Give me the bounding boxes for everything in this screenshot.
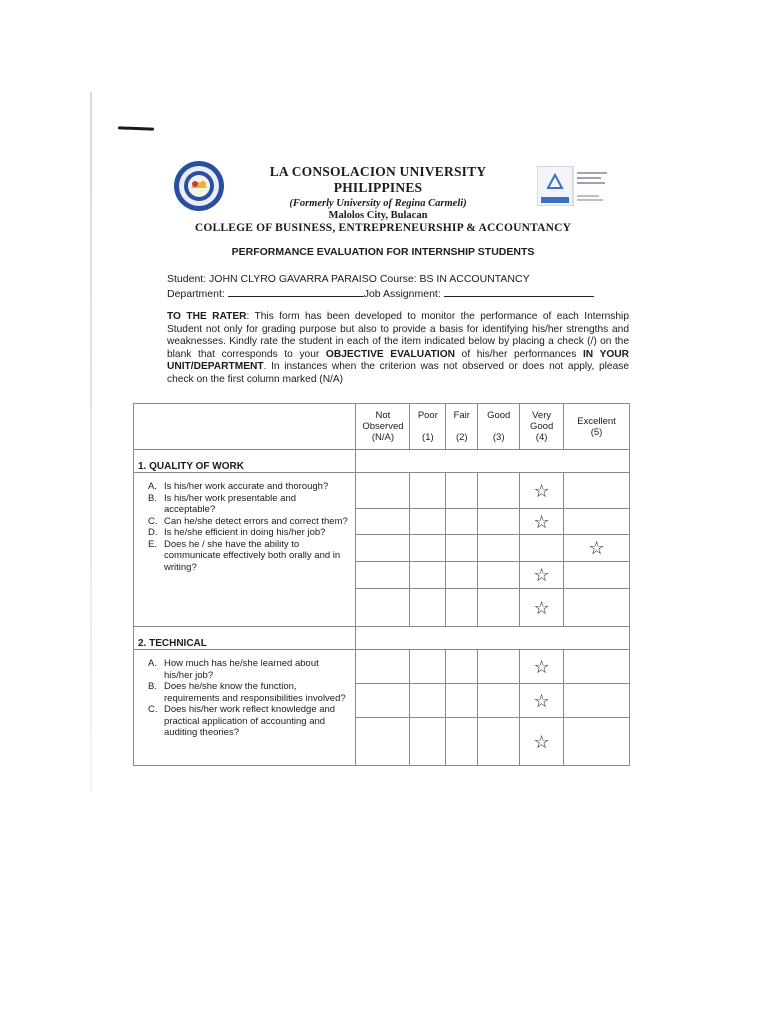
rating-cell[interactable] (478, 718, 520, 766)
rating-cell[interactable] (446, 650, 478, 684)
rating-cell[interactable] (446, 562, 478, 589)
rating-cell[interactable] (564, 509, 630, 535)
rating-cell[interactable] (478, 650, 520, 684)
question-item (140, 681, 349, 704)
col-header-fair: Fair (2) (446, 404, 478, 450)
section-header-row (134, 627, 630, 650)
rating-cell[interactable] (410, 650, 446, 684)
rating-cell[interactable] (564, 473, 630, 509)
course-label: Course: (379, 273, 417, 285)
rating-cell[interactable] (356, 535, 410, 562)
rating-cell[interactable] (478, 684, 520, 718)
document-page (133, 150, 633, 387)
rating-cell[interactable] (564, 718, 630, 766)
rating-cell[interactable] (410, 562, 446, 589)
rating-cell[interactable] (356, 562, 410, 589)
question-text: Is his/her work accurate and thorough? (164, 481, 329, 492)
rating-cell[interactable] (520, 684, 564, 718)
student-name: JOHN CLYRO GAVARRA PARAISO (209, 273, 377, 285)
question-letter: B. (148, 681, 157, 692)
rating-cell[interactable] (520, 509, 564, 535)
question-text: Is he/she efficient in doing his/her job? (164, 527, 326, 538)
job-assignment-field[interactable] (444, 286, 594, 297)
rating-cell[interactable] (410, 684, 446, 718)
rating-cell[interactable] (478, 535, 520, 562)
university-former-name: (Formerly University of Regina Carmeli) (289, 198, 467, 209)
rating-cell[interactable] (410, 718, 446, 766)
university-location: Malolos City, Bulacan (328, 210, 428, 221)
course-value: BS IN ACCOUNTANCY (419, 273, 530, 285)
star-mark-icon: ☆ (533, 690, 550, 711)
question-text: Does he / she have the ability to communicate effectively both orally and in writing? (164, 538, 341, 573)
table-header-row (134, 404, 630, 450)
pen-mark (118, 126, 154, 130)
section-title: 1. QUALITY OF WORK (134, 450, 356, 473)
rater-text-3: . In instances when the criterion was not observed or does not apply, please check on the first column marked (N/A) (167, 361, 629, 385)
rating-cell[interactable] (446, 473, 478, 509)
question-list (134, 650, 356, 766)
question-list (134, 473, 356, 627)
star-mark-icon: ☆ (533, 656, 550, 677)
col-header-very-good: Very Good (4) (520, 404, 564, 450)
section-header-fill (356, 450, 630, 473)
rater-text-1: : This form has been developed to monitor the performance of each Internship Student not only for grading purpose but also to provide a basis for identifying his/her strengths and weaknesses. Kindly rate the student in each of the item indicated below by placing a check (/) on the blank that corresponds to your (167, 311, 629, 360)
letterhead (133, 150, 633, 221)
question-letter: E. (148, 538, 157, 550)
rating-cell[interactable] (356, 473, 410, 509)
rating-cell[interactable] (356, 509, 410, 535)
rating-cell[interactable] (356, 684, 410, 718)
col-header-excellent: Excellent (5) (564, 404, 630, 450)
university-name: LA CONSOLACION UNIVERSITY PHILIPPINES (269, 164, 487, 195)
rating-cell[interactable] (564, 684, 630, 718)
job-assignment-label: Job Assignment: (363, 288, 441, 300)
question-item (140, 516, 349, 528)
iso-certification-logo-icon (537, 166, 621, 206)
col-header-na: Not Observed (N/A) (356, 404, 410, 450)
rating-cell[interactable] (520, 718, 564, 766)
star-mark-icon: ☆ (533, 480, 550, 501)
department-field[interactable] (228, 286, 364, 297)
rating-cell[interactable] (520, 473, 564, 509)
question-text: Does he/she know the function, requirements and responsibilities involved? (164, 681, 346, 704)
question-text: Can he/she detect errors and correct them? (164, 515, 348, 527)
rating-cell[interactable] (446, 589, 478, 627)
star-mark-icon: ☆ (588, 538, 605, 558)
question-item (140, 493, 349, 516)
rating-cell[interactable] (410, 589, 446, 627)
rating-cell[interactable] (520, 562, 564, 589)
section-title: 2. TECHNICAL (134, 627, 356, 650)
rater-instructions (133, 311, 633, 387)
student-info (133, 272, 633, 301)
department-label: Department: (167, 288, 225, 300)
question-text: Does his/her work reflect knowledge and practical application of accounting and auditing theories? (164, 704, 336, 738)
star-mark-icon: ☆ (533, 731, 550, 752)
table-row (134, 473, 630, 509)
rating-cell[interactable] (564, 535, 630, 562)
criteria-header (134, 404, 356, 450)
evaluation-table (133, 403, 630, 766)
star-mark-icon: ☆ (533, 511, 550, 532)
rating-cell[interactable] (410, 535, 446, 562)
rating-cell[interactable] (520, 650, 564, 684)
rating-cell[interactable] (410, 473, 446, 509)
rating-cell[interactable] (446, 535, 478, 562)
university-title-block (233, 164, 523, 221)
question-item (140, 658, 349, 681)
table-row (134, 650, 630, 684)
question-item (140, 481, 349, 493)
rating-cell[interactable] (356, 718, 410, 766)
rating-cell[interactable] (446, 509, 478, 535)
rating-cell[interactable] (564, 562, 630, 589)
rating-cell[interactable] (478, 562, 520, 589)
rating-cell[interactable] (356, 589, 410, 627)
section-header-row (134, 450, 630, 473)
university-seal-icon (173, 160, 225, 212)
rating-cell[interactable] (478, 589, 520, 627)
question-letter: A. (148, 481, 157, 492)
rater-bold-2: IN YOUR UNIT/DEPARTMENT (167, 348, 630, 373)
col-header-poor: Poor (1) (410, 404, 446, 450)
question-item (140, 704, 349, 739)
star-mark-icon: ☆ (533, 565, 550, 585)
section-header-fill (356, 627, 630, 650)
question-letter: C. (148, 704, 158, 715)
rating-cell[interactable] (356, 650, 410, 684)
college-name: COLLEGE OF BUSINESS, ENTREPRENEURSHIP & ACCOUNTANCY (194, 222, 572, 234)
rater-text-2: of his/her performances (455, 348, 583, 360)
rating-cell[interactable] (520, 535, 564, 562)
rating-cell[interactable] (564, 589, 630, 627)
form-title: PERFORMANCE EVALUATION FOR INTERNSHIP STUDENTS (231, 246, 535, 258)
rating-cell[interactable] (564, 650, 630, 684)
student-label: Student: (167, 273, 207, 285)
question-letter: C. (148, 515, 158, 527)
rater-bold-1: OBJECTIVE EVALUATION (325, 348, 456, 360)
question-item (140, 539, 349, 574)
star-mark-icon: ☆ (533, 597, 550, 618)
rating-cell[interactable] (478, 509, 520, 535)
question-text: How much has he/she learned about his/her job? (164, 658, 319, 681)
question-letter: D. (148, 527, 158, 538)
question-item (140, 527, 349, 539)
rating-cell[interactable] (410, 509, 446, 535)
rater-lead: TO THE RATER (167, 311, 247, 322)
question-text: Is his/her work presentable and acceptable? (164, 492, 297, 515)
scan-edge (90, 92, 92, 792)
rating-cell[interactable] (478, 473, 520, 509)
rating-cell[interactable] (446, 684, 478, 718)
rating-cell[interactable] (520, 589, 564, 627)
rating-cell[interactable] (446, 718, 478, 766)
col-header-good: Good (3) (478, 404, 520, 450)
question-letter: A. (148, 658, 157, 669)
question-letter: B. (148, 492, 157, 504)
